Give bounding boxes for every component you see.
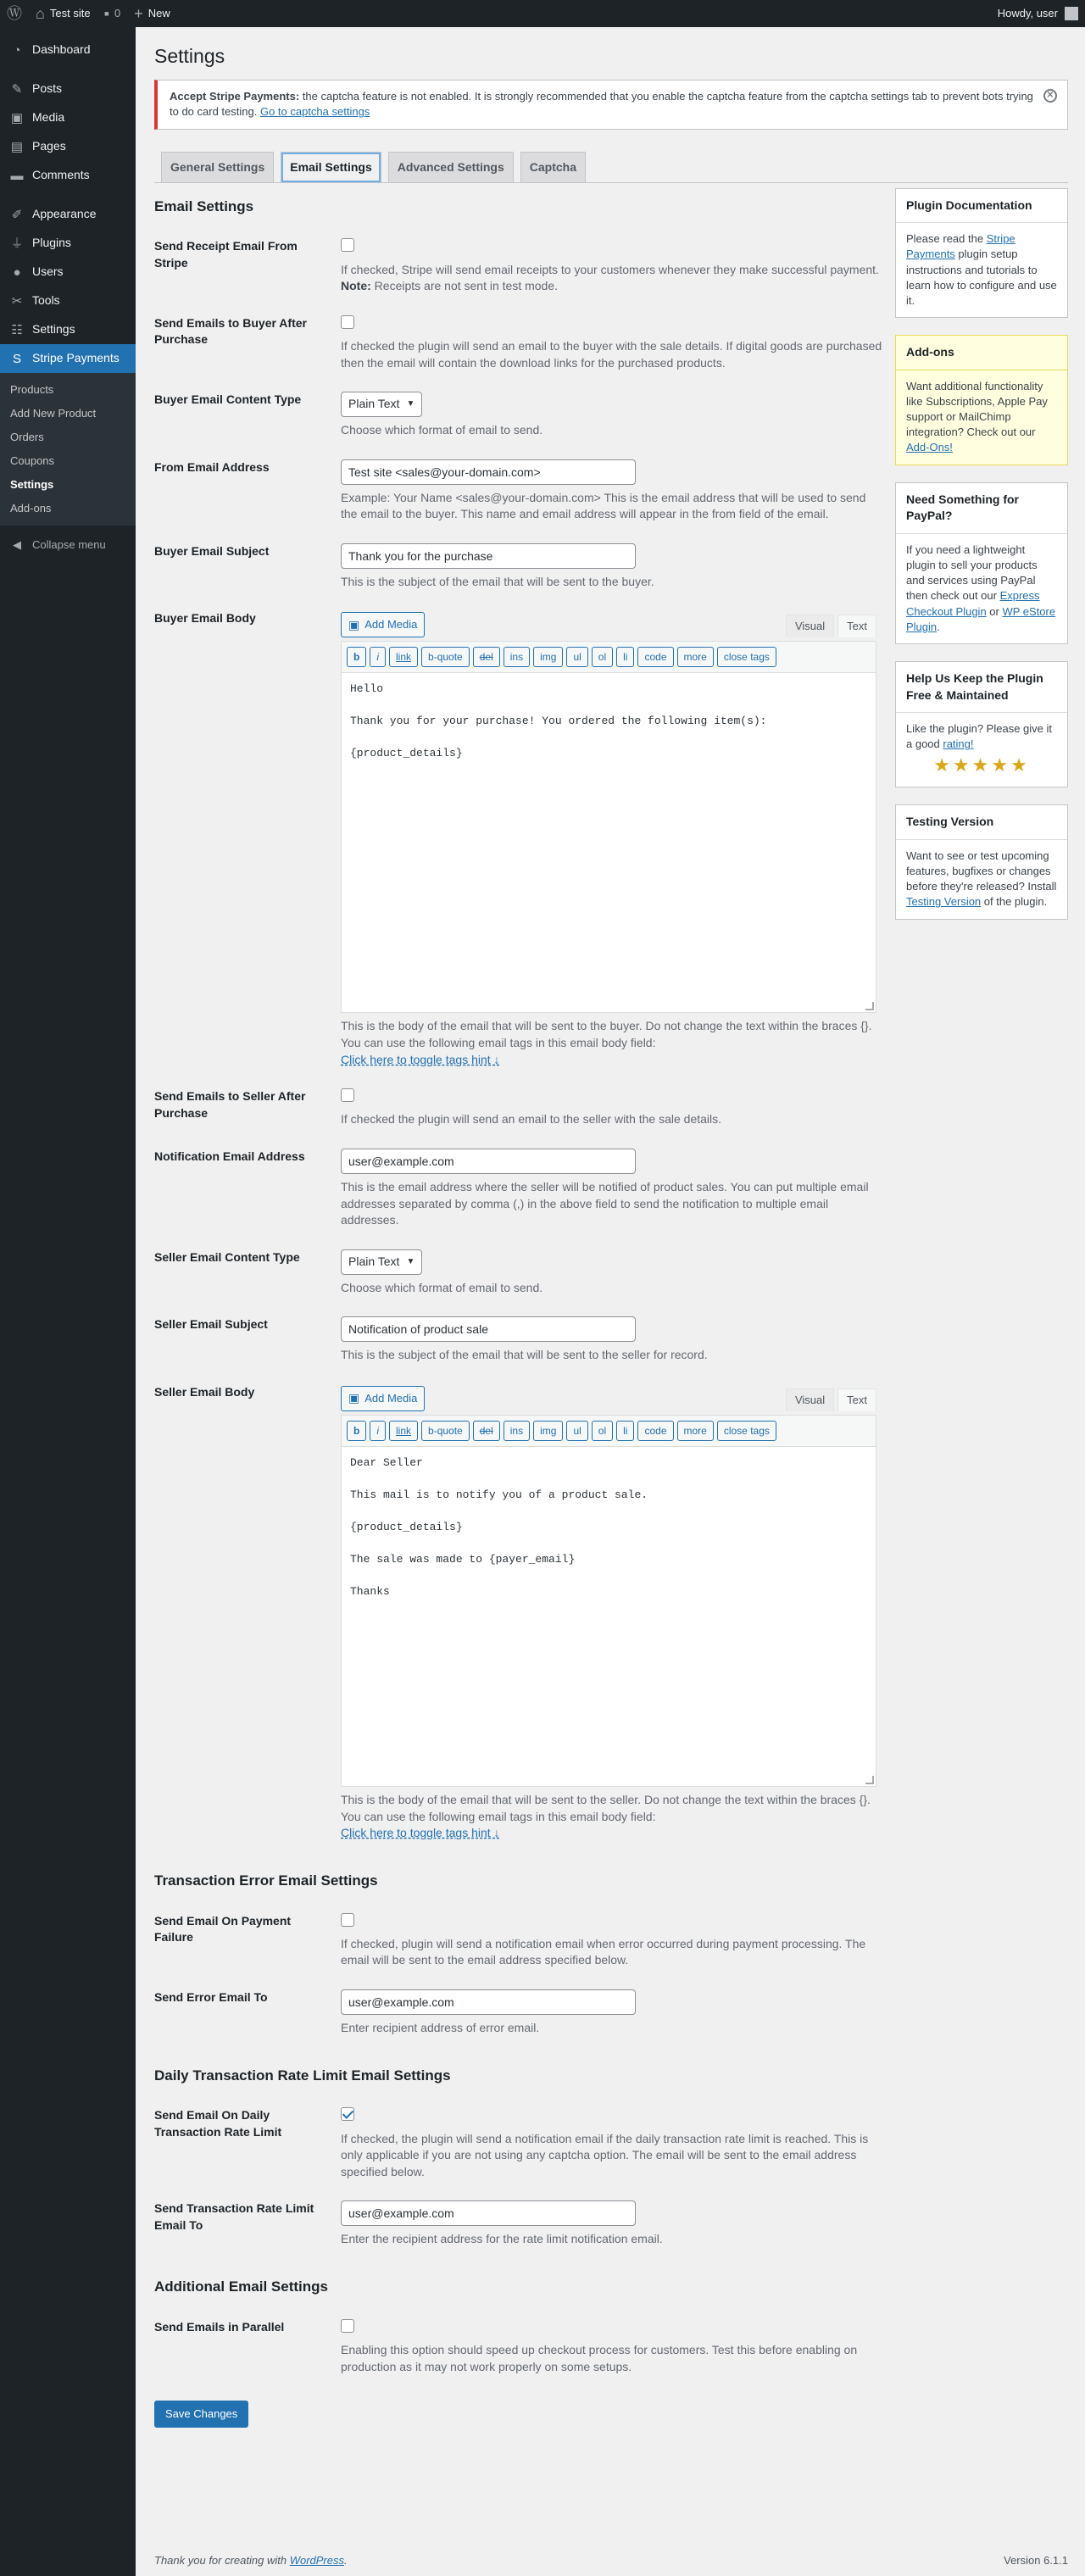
section-title-additional: Additional Email Settings <box>154 2278 328 2295</box>
field-description: Enabling this option should speed up checkout process for customers. Test this before enabling on production as it may not work properly on some setups. <box>341 2342 858 2373</box>
wordpress-logo-button[interactable] <box>0 0 29 27</box>
editor-line <box>350 1472 867 1488</box>
sidebar-item-users[interactable] <box>0 258 136 287</box>
footer-thanks <box>154 2553 348 2568</box>
section-title-rate-limit: Daily Transaction Rate Limit Email Settings <box>154 2067 451 2084</box>
quicktags-toolbar <box>341 641 876 672</box>
field-label: Send Emails to Seller After Purchase <box>154 1089 306 1120</box>
collapse-icon: ◀ <box>13 537 21 551</box>
site-name-link[interactable] <box>29 0 97 27</box>
add-media-button[interactable] <box>341 612 425 637</box>
row-from-email <box>154 449 883 533</box>
submenu-item-add-new-product[interactable]: Add New Product <box>10 406 97 420</box>
field-description: Enter recipient address of error email. <box>341 2020 540 2034</box>
editor-line: {product_details} <box>350 747 463 760</box>
sidebar-item-label: Plugins <box>32 236 71 250</box>
row-send-receipt <box>154 228 883 304</box>
seller-content-type-select[interactable] <box>341 1249 422 1275</box>
select-value: Plain Text <box>348 397 400 411</box>
box-text: plugin setup instructions and tutorials to learn how to configure and use it. <box>906 248 1057 307</box>
editor-line: Hello <box>350 682 384 696</box>
buyer-body-textarea[interactable] <box>341 672 876 1013</box>
field-description: If checked the plugin will send an email to the buyer with the sale details. If digital goods are purchased then the email will contain the download links for the purchased products. <box>341 338 882 370</box>
add-media-button[interactable] <box>341 1386 425 1411</box>
page-title: Settings <box>154 45 225 67</box>
qt-close-tags-button[interactable]: close tags <box>717 647 776 667</box>
submenu-item-orders[interactable]: Orders <box>10 430 44 443</box>
field-label: Send Emails in Parallel <box>154 2319 285 2334</box>
qt-li-button[interactable]: li <box>616 1421 634 1441</box>
qt-ins-button[interactable]: ins <box>504 1421 530 1441</box>
submenu-item-coupons[interactable]: Coupons <box>10 453 55 467</box>
error-email-input[interactable] <box>341 1989 636 2015</box>
box-text: Want additional functionality like Subscriptions, Apple Pay support or MailChimp integration? Check out our <box>906 379 1048 439</box>
field-description: Enter the recipient address for the rate limit notification email. <box>341 2232 663 2246</box>
field-label: Send Transaction Rate Limit Email To <box>154 2201 314 2232</box>
comment-icon: ▬ <box>10 168 24 183</box>
sidebar-item-appearance[interactable] <box>0 200 136 229</box>
qt-bquote-button[interactable]: b-quote <box>421 647 470 667</box>
editor-line: Thank you for your purchase! You ordered the following item(s): <box>350 715 767 728</box>
settings-form <box>154 188 883 2429</box>
notice-text: the captcha feature is not enabled. It is strongly recommended that you enable the captcha feature from the captcha settings tab to prevent bots trying to do card testing. <box>170 90 1033 119</box>
new-label: New <box>147 6 170 19</box>
notice-strong: Accept Stripe Payments: <box>170 90 300 103</box>
field-label: Send Email On Payment Failure <box>154 1913 292 1945</box>
site-name-label: Test site <box>49 6 91 19</box>
tab-email-settings[interactable]: Email Settings <box>281 152 381 182</box>
comment-bubble-icon: ▪ <box>103 5 109 22</box>
paypal-box <box>895 482 1068 644</box>
row-payment-failure <box>154 1903 883 1979</box>
qt-italic-button[interactable]: i <box>370 647 386 667</box>
field-description: This is the subject of the email that will be sent to the seller for record. <box>341 1348 708 1362</box>
qt-bquote-button[interactable]: b-quote <box>421 1421 470 1441</box>
row-buyer-content-type <box>154 381 883 449</box>
qt-ul-button[interactable]: ul <box>566 1421 587 1441</box>
qt-code-button[interactable]: code <box>637 647 673 667</box>
field-label: Seller Email Content Type <box>154 1249 300 1264</box>
field-description: This is the subject of the email that will be sent to the buyer. <box>341 574 654 588</box>
submenu-item-add-ons[interactable]: Add-ons <box>10 501 52 515</box>
field-label: Seller Email Body <box>154 1385 255 1399</box>
box-text: Want to see or test upcoming features, bugfixes or changes before they're released? Install <box>906 848 1057 893</box>
send-seller-email-checkbox[interactable] <box>341 1088 354 1102</box>
qt-italic-button[interactable]: i <box>370 1421 386 1441</box>
field-label: Send Error Email To <box>154 1989 268 2004</box>
box-text: . <box>937 620 940 633</box>
qt-code-button[interactable]: code <box>637 1421 673 1441</box>
media-icon: ▣ <box>348 617 360 631</box>
visual-tab[interactable]: Visual <box>786 615 834 637</box>
sidebar-item-label: Comments <box>32 168 90 182</box>
editor-line <box>350 1504 867 1520</box>
footer <box>154 2553 1068 2568</box>
box-text: If you need a lightweight plugin to sell your products and services using PayPal then check out our <box>906 542 1038 603</box>
qt-li-button[interactable]: li <box>616 647 634 667</box>
row-send-buyer <box>154 305 883 381</box>
text-tab[interactable]: Text <box>837 1388 876 1411</box>
settings-icon: ☷ <box>11 322 23 337</box>
captcha-settings-link[interactable]: Go to captcha settings <box>259 105 370 119</box>
sidebar-item-label: Settings <box>32 322 75 337</box>
field-description: This is the body of the email that will be sent to the buyer. Do not change the text within the braces {}. You can use the following email tags in this email body field: <box>341 1019 872 1050</box>
box-title: Plugin Documentation <box>896 189 1067 224</box>
note-text: Receipts are not sent in test mode. <box>370 279 559 293</box>
rating-stars-icon[interactable]: ★★★★★ <box>933 754 1030 776</box>
qt-del-button[interactable]: del <box>473 647 500 667</box>
box-title: Add-ons <box>896 336 1067 370</box>
page-icon: ▤ <box>10 139 24 154</box>
dashboard-icon: ◔ <box>13 42 21 58</box>
field-label: Seller Email Subject <box>154 1317 268 1332</box>
qt-img-button[interactable]: img <box>533 647 563 667</box>
box-text: Please read the <box>906 232 987 246</box>
testing-version-link[interactable]: Testing Version <box>906 895 982 909</box>
editor-line: The sale was made to {payer_email} <box>350 1553 576 1566</box>
wp-estore-link[interactable]: WP eStore Plugin <box>906 604 1056 633</box>
from-email-input[interactable] <box>341 459 636 485</box>
sidebar-item-label: Dashboard <box>32 42 91 57</box>
visual-tab[interactable]: Visual <box>786 1388 834 1411</box>
box-title: Need Something for PayPal? <box>896 483 1067 534</box>
media-icon: ▣ <box>10 110 24 125</box>
sidebar-item-label: Users <box>32 264 64 279</box>
help-box <box>895 661 1068 787</box>
wordpress-link[interactable]: WordPress <box>289 2554 344 2567</box>
row-rate-limit-email-to <box>154 2190 883 2258</box>
box-title: Help Us Keep the Plugin Free & Maintained <box>896 662 1067 713</box>
row-buyer-subject <box>154 533 883 601</box>
sidebar-item-label: Appearance <box>32 207 97 221</box>
box-title: Testing Version <box>896 805 1067 840</box>
doc-box <box>895 188 1068 319</box>
row-send-parallel <box>154 2309 883 2385</box>
wrench-icon: ✂ <box>11 293 23 309</box>
box-text: Like the plugin? Please give it a good <box>906 722 1053 751</box>
save-changes-button[interactable]: Save Changes <box>154 2401 248 2428</box>
stripe-icon: S <box>12 351 21 366</box>
qt-img-button[interactable]: img <box>533 1421 563 1441</box>
sidebar-item-plugins[interactable] <box>0 229 136 258</box>
row-send-seller <box>154 1078 883 1138</box>
field-description: If checked the plugin will send an email to the seller with the sale details. <box>341 1112 722 1127</box>
qt-bold-button[interactable]: b <box>347 1421 366 1441</box>
buyer-content-type-select[interactable] <box>341 392 422 417</box>
editor-line <box>350 1536 867 1552</box>
qt-link-button[interactable]: link <box>389 647 418 667</box>
field-label: From Email Address <box>154 459 270 474</box>
chevron-down-icon: ▼ <box>406 399 415 409</box>
new-content-button[interactable] <box>127 0 177 27</box>
sidebar-item-label: Media <box>32 110 65 125</box>
buyer-subject-input[interactable] <box>341 543 636 569</box>
tab-general-settings[interactable]: General Settings <box>161 152 274 182</box>
resize-handle[interactable] <box>865 1776 874 1784</box>
add-media-label: Add Media <box>364 1391 418 1405</box>
resize-handle[interactable] <box>865 1002 874 1010</box>
qt-more-button[interactable]: more <box>677 647 714 667</box>
field-description: Choose which format of email to send. <box>341 1280 543 1294</box>
field-description: Choose which format of email to send. <box>341 423 543 437</box>
send-parallel-checkbox[interactable] <box>341 2319 354 2333</box>
editor-line: Thanks <box>350 1585 390 1599</box>
side-panel <box>895 188 1068 2429</box>
collapse-label: Collapse menu <box>32 537 106 551</box>
field-label: Send Receipt Email From Stripe <box>154 239 298 270</box>
toggle-tags-hint-link[interactable]: Click here to toggle tags hint ↓ <box>341 1052 500 1066</box>
field-description: If checked, plugin will send a notification email when error occurred during payment processing. The email will be sent to the email address specified below. <box>341 1936 866 1967</box>
footer-dot: . <box>344 2554 348 2567</box>
row-buyer-body <box>154 600 883 1078</box>
row-seller-content-type <box>154 1239 883 1307</box>
stripe-submenu <box>0 373 136 526</box>
sidebar-item-pages[interactable] <box>0 132 136 161</box>
sidebar-item-comments[interactable] <box>0 161 136 190</box>
express-checkout-link[interactable]: Express Checkout Plugin <box>906 589 1040 618</box>
howdy-label: Howdy, user <box>997 6 1058 19</box>
sidebar-item-media[interactable] <box>0 103 136 132</box>
quicktags-toolbar <box>341 1415 876 1446</box>
rate-limit-checkbox[interactable] <box>341 2107 354 2121</box>
qt-more-button[interactable]: more <box>677 1421 714 1441</box>
plus-icon: + <box>134 5 143 22</box>
submenu-item-settings[interactable]: Settings <box>10 477 54 491</box>
comments-count: 0 <box>114 6 121 19</box>
sidebar-item-dashboard[interactable] <box>0 36 136 64</box>
dismiss-notice-icon[interactable]: ✕ <box>1043 89 1057 103</box>
main-content <box>154 27 1068 2428</box>
qt-del-button[interactable]: del <box>473 1421 500 1441</box>
row-rate-limit-send <box>154 2097 883 2190</box>
qt-ul-button[interactable]: ul <box>566 647 587 667</box>
qt-link-button[interactable]: link <box>389 1421 418 1441</box>
sidebar-item-label: Tools <box>32 293 60 308</box>
field-description: If checked, Stripe will send email receipts to your customers whenever they make successful payment. <box>341 262 879 276</box>
field-description: Example: Your Name <sales@your-domain.com> This is the email address that will be used to send the email to the buyer. This name and email address will appear in the from field of the email. <box>341 490 866 521</box>
users-icon: ● <box>13 264 21 280</box>
submenu-item-products[interactable]: Products <box>10 382 54 396</box>
media-icon: ▣ <box>348 1391 360 1405</box>
stripe-payments-link[interactable]: Stripe Payments <box>906 232 1015 261</box>
footer-thanks-text: Thank you for creating with <box>154 2554 290 2567</box>
field-label: Send Email On Daily Transaction Rate Limit <box>154 2108 282 2139</box>
sidebar-item-stripe-payments[interactable] <box>0 344 136 373</box>
editor-line: This mail is to notify you of a product sale. <box>350 1488 648 1502</box>
addons-box <box>895 335 1068 465</box>
pin-icon: ✎ <box>11 81 23 97</box>
rate-limit-email-input[interactable] <box>341 2200 636 2226</box>
footer-version: Version 6.1.1 <box>1004 2554 1068 2567</box>
send-receipt-checkbox[interactable] <box>341 238 354 252</box>
row-error-email-to <box>154 1979 883 2047</box>
note-label: Note: <box>341 279 371 293</box>
seller-body-textarea[interactable] <box>341 1446 876 1787</box>
qt-ol-button[interactable]: ol <box>592 1421 613 1441</box>
sidebar-item-tools[interactable] <box>0 287 136 315</box>
field-description: If checked, the plugin will send a notification email if the daily transaction rate limit is reached. This is only applicable if you are not using any captcha option. The email will be sent to the email address specified below. <box>341 2131 869 2178</box>
qt-ins-button[interactable]: ins <box>504 647 530 667</box>
box-text: or <box>986 604 1003 618</box>
editor-line <box>350 730 867 746</box>
qt-bold-button[interactable]: b <box>347 647 366 667</box>
plug-icon: ⏚ <box>10 236 24 251</box>
field-label: Send Emails to Buyer After Purchase <box>154 315 307 347</box>
sidebar-item-label: Pages <box>32 139 66 153</box>
seller-subject-input[interactable] <box>341 1316 636 1342</box>
testing-box <box>895 804 1068 919</box>
notification-email-input[interactable] <box>341 1149 636 1174</box>
seller-body-editor <box>341 1384 876 1787</box>
field-label: Buyer Email Subject <box>154 543 270 558</box>
rating-link[interactable]: rating! <box>943 737 974 751</box>
editor-line: Dear Seller <box>350 1456 423 1470</box>
wordpress-logo-icon: Ⓦ <box>7 5 22 22</box>
tab-advanced-settings[interactable]: Advanced Settings <box>388 152 514 182</box>
row-seller-body <box>154 1374 883 1852</box>
settings-tabs <box>154 152 1068 183</box>
text-tab[interactable]: Text <box>837 615 876 637</box>
qt-close-tags-button[interactable]: close tags <box>717 1421 776 1441</box>
captcha-notice <box>154 80 1068 129</box>
toggle-tags-hint-link[interactable]: Click here to toggle tags hint ↓ <box>341 1826 500 1840</box>
admin-sidebar <box>0 27 136 2576</box>
select-value: Plain Text <box>348 1255 400 1269</box>
avatar <box>1065 7 1078 20</box>
sidebar-item-label: Stripe Payments <box>32 351 120 365</box>
sidebar-item-label: Posts <box>32 81 63 96</box>
collapse-menu-button[interactable] <box>0 531 136 559</box>
row-seller-subject <box>154 1306 883 1374</box>
editor-line <box>350 1568 867 1584</box>
qt-ol-button[interactable]: ol <box>592 647 613 667</box>
field-label: Buyer Email Content Type <box>154 392 302 407</box>
payment-failure-checkbox[interactable] <box>341 1913 354 1927</box>
chevron-down-icon: ▼ <box>406 1256 415 1266</box>
send-buyer-email-checkbox[interactable] <box>341 315 354 329</box>
section-title-transaction-error: Transaction Error Email Settings <box>154 1872 378 1889</box>
home-icon: ⌂ <box>36 5 45 22</box>
field-description: This is the body of the email that will be sent to the seller. Do not change the text within the braces {}. You can use the following email tags in this email body field: <box>341 1793 871 1823</box>
sidebar-item-settings[interactable] <box>0 315 136 344</box>
editor-line: {product_details} <box>350 1521 463 1534</box>
buyer-body-editor <box>341 610 876 1013</box>
add-media-label: Add Media <box>364 618 418 631</box>
section-title-email-settings: Email Settings <box>154 198 254 214</box>
row-notification-email <box>154 1138 883 1239</box>
my-account-menu[interactable] <box>991 0 1085 27</box>
sidebar-item-posts[interactable] <box>0 75 136 103</box>
brush-icon: ✐ <box>11 207 23 222</box>
field-label: Notification Email Address <box>154 1149 305 1164</box>
comments-link[interactable] <box>97 0 128 27</box>
field-description: This is the email address where the seller will be notified of product sales. You can put multiple email addresses separated by comma (,) in the above field to send the notification to multiple email addresses. <box>341 1180 869 1227</box>
editor-line <box>350 698 867 714</box>
admin-bar <box>0 0 1085 27</box>
addons-link[interactable]: Add-Ons! <box>906 441 953 454</box>
tab-captcha[interactable]: Captcha <box>520 152 586 182</box>
box-text: of the plugin. <box>981 895 1048 909</box>
field-label: Buyer Email Body <box>154 611 256 626</box>
